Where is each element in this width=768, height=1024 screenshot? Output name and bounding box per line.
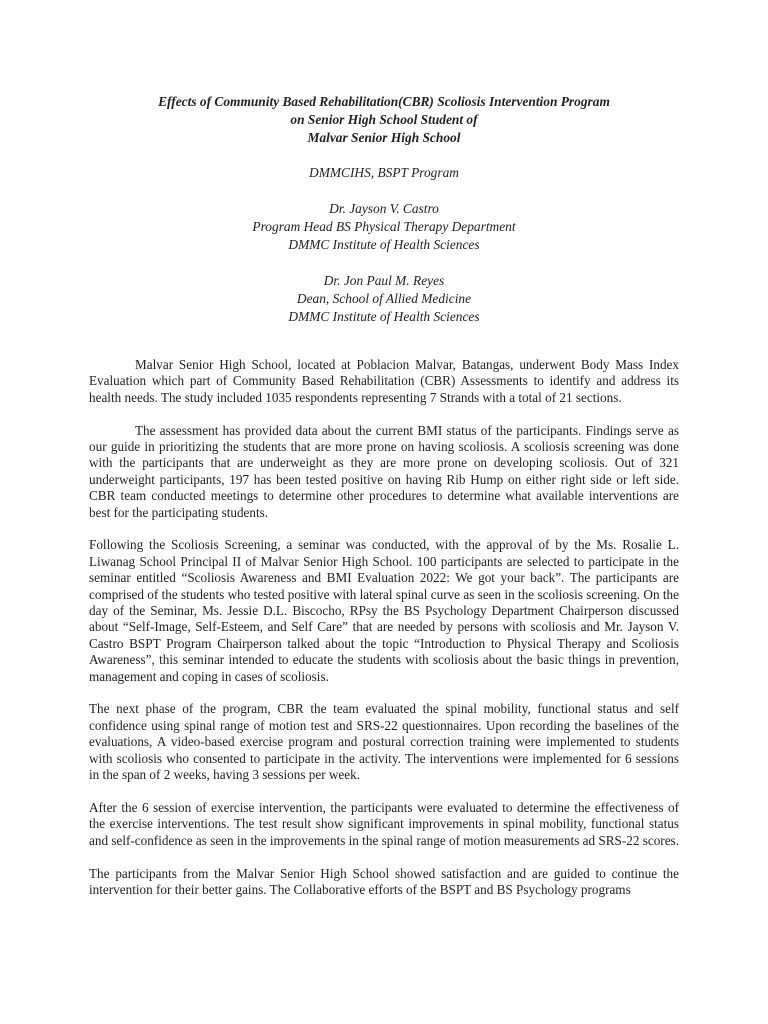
program-name: DMMCIHS, BSPT Program [309,165,459,180]
body-paragraph-1: Malvar Senior High School, located at Poblacion Malvar, Batangas, underwent Body Mass Index Evaluation which part of Community Based Rehabilitation (CBR) Assessments to identify and address its health needs. The study included 1035 respondents representing 7 Strands with a total of 21 sections. [89,357,679,405]
author-block-2 [89,272,679,326]
author-block-1 [89,200,679,254]
author-institution: DMMC Institute of Health Sciences [288,309,480,324]
author-institution: DMMC Institute of Health Sciences [288,237,480,252]
body-paragraph-4: The next phase of the program, CBR the team evaluated the spinal mobility, functional status and self confidence using spinal range of motion test and SRS-22 questionnaires. Upon recording the baselines of the evaluations, A video-based exercise program and postural correction training were implemented to students with scoliosis who consented to participate in the activity. The interventions were implemented for 6 sessions in the span of 2 weeks, having 3 sessions per week. [89,701,679,783]
body-paragraph-6: The participants from the Malvar Senior High School showed satisfaction and are guided to continue the intervention for their better gains. The Collaborative efforts of the BSPT and BS Psychology programs [89,865,679,897]
author-role: Dean, School of Allied Medicine [296,291,472,306]
body-paragraph-3: Following the Scoliosis Screening, a seminar was conducted, with the approval of by the Ms. Rosalie L. Liwanag School Principal II of Malvar Senior High School. 100 participants are selected to participate in the seminar entitled “Scoliosis Awareness and BMI Evaluation 2022: We got your back”. The participants are comprised of the students who tested positive with lateral spinal curve as seen in the scoliosis screening. On the day of the Seminar, Ms. Jessie D.L. Biscocho, RPsy the BS Psychology Department Chairperson discussed about “Self-Image, Self-Esteem, and Self Care” that are needed by persons with scoliosis and Mr. Jayson V. Castro BSPT Program Chairperson talked about the topic “Introduction to Physical Therapy and Scoliosis Awareness”, this seminar intended to educate the students with scoliosis about the basic things in prevention, management and coping in cases of scoliosis. [89,537,679,684]
document-header [89,93,679,326]
title-line-3: Malvar Senior High School [307,130,461,145]
body-paragraph-5: After the 6 session of exercise intervention, the participants were evaluated to determine the effectiveness of the exercise interventions. The test result show significant improvements in spinal mobility, functional status and self-confidence as seen in the improvements in the spinal range of motion measurements ad SRS-22 scores. [89,799,679,848]
author-role: Program Head BS Physical Therapy Department [252,219,516,234]
document-body [89,357,679,898]
document-title [89,93,679,147]
author-name: Dr. Jayson V. Castro [329,201,439,216]
body-paragraph-2: The assessment has provided data about the current BMI status of the participants. Findings serve as our guide in prioritizing the students that are more prone on having scoliosis. A scoliosis screening was done with the participants that are underweight as they are more prone on developing scoliosis. Out of 321 underweight participants, 197 has been tested positive on having Rib Hump on either right side or left side. CBR team conducted meetings to determine other procedures to determine what available interventions are best for the participating students. [89,422,679,520]
author-name: Dr. Jon Paul M. Reyes [323,273,445,288]
title-line-2: on Senior High School Student of [290,112,478,127]
title-line-1: Effects of Community Based Rehabilitation(CBR) Scoliosis Intervention Program [158,94,610,109]
